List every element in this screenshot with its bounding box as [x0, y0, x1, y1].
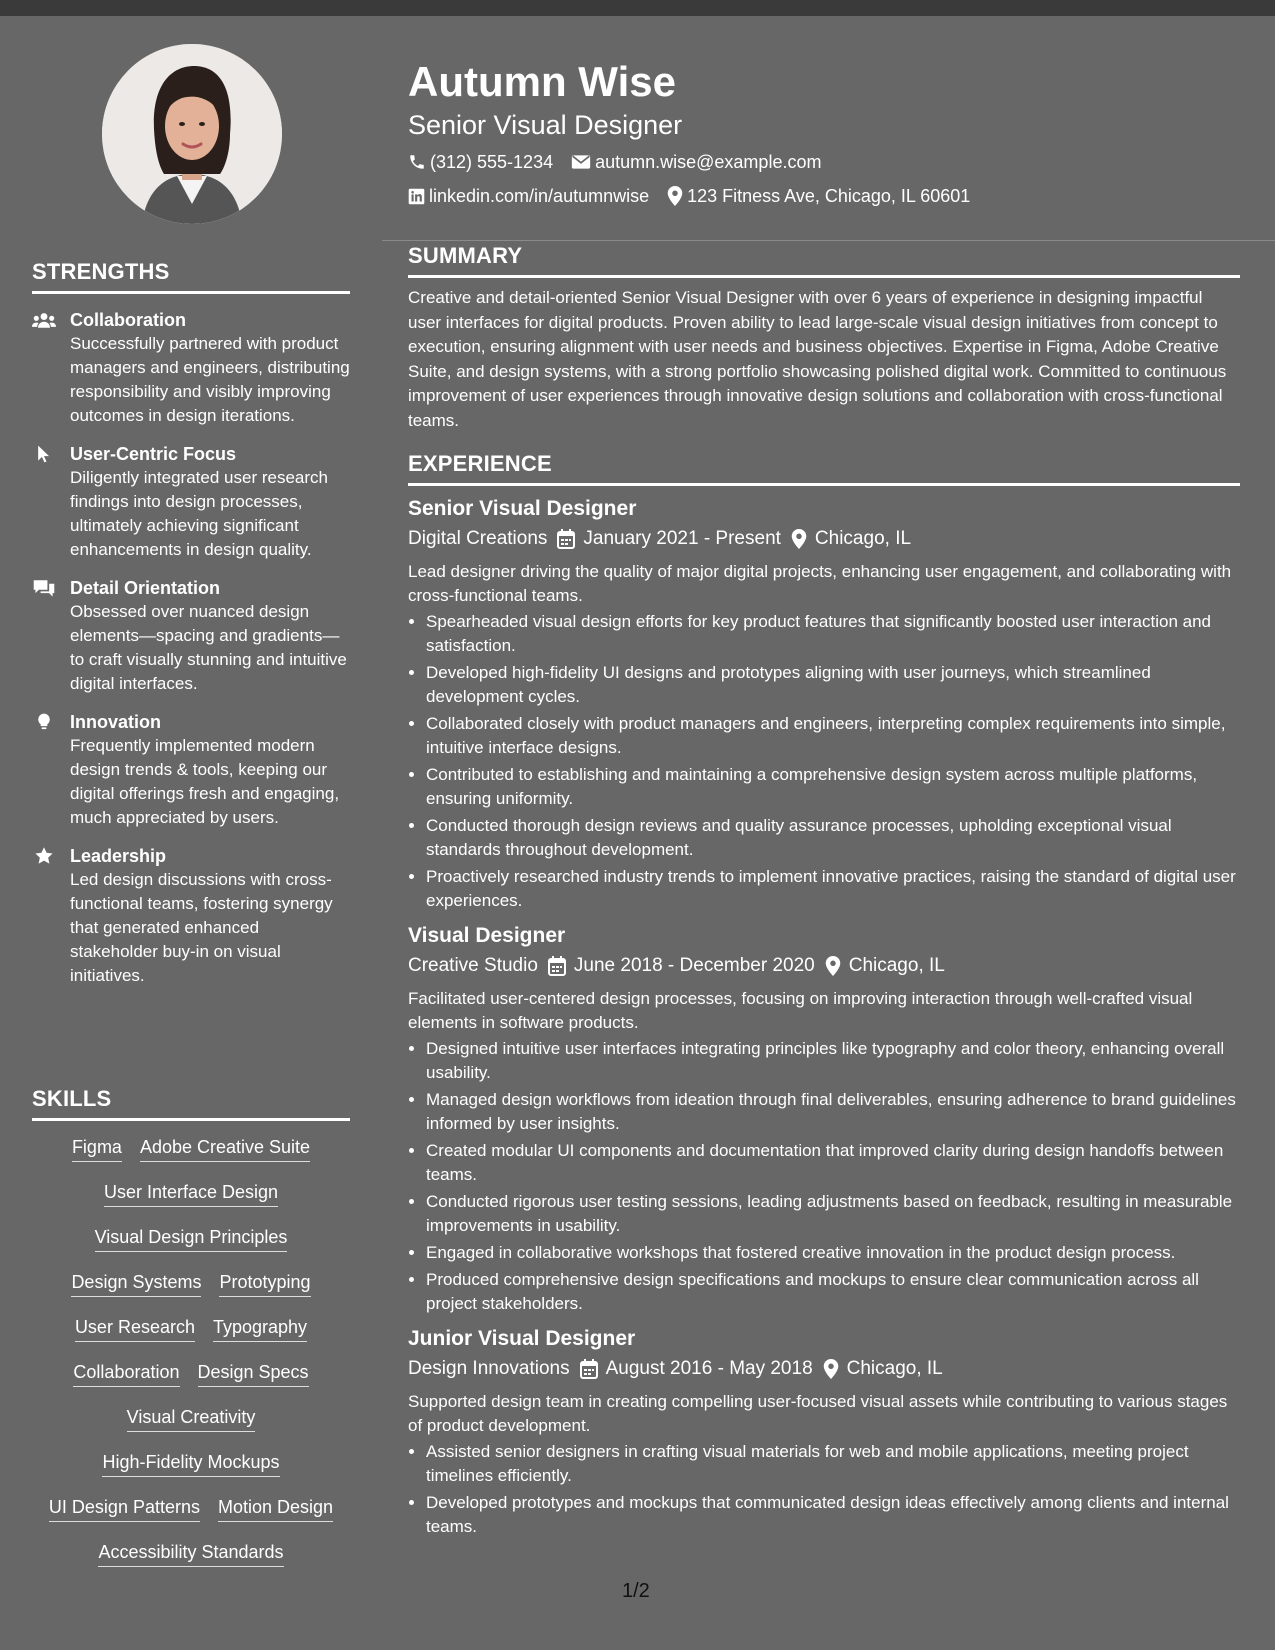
skill-row: [32, 1450, 350, 1495]
skill-tag: User Interface Design: [104, 1180, 278, 1207]
linkedin-icon: [408, 188, 425, 205]
job-bullet: • Contributed to establishing and maintaining a comprehensive design system across multiple platforms, ensuring uniformity.: [426, 763, 1240, 811]
job-bullets: [408, 610, 1240, 913]
strength-item: [32, 710, 350, 830]
job-bullet: • Created modular UI components and documentation that improved clarity during design handoffs between teams.: [426, 1139, 1240, 1187]
job-meta: [408, 524, 1240, 554]
job-meta: [408, 951, 1240, 981]
summary-heading: SUMMARY: [408, 243, 1240, 278]
job-location: [791, 524, 911, 554]
job-entry: [408, 494, 1240, 913]
envelope-icon: [571, 154, 591, 170]
skill-tag: Prototyping: [219, 1270, 310, 1297]
company-name: Creative Studio: [408, 955, 538, 976]
job-location-text: Chicago, IL: [848, 955, 945, 976]
job-description: Facilitated user-centered design processes, focusing on improving interaction through well-crafted visual elements in software products.: [408, 989, 1193, 1032]
job-bullet: • Developed prototypes and mockups that communicated design ideas effectively among clients and internal teams.: [426, 1491, 1240, 1539]
job-entry: [408, 1324, 1240, 1539]
strength-title: Leadership: [70, 846, 167, 866]
profile-photo: [102, 44, 282, 224]
strength-item: [32, 844, 350, 988]
strength-item: [32, 442, 350, 562]
email-text[interactable]: autumn.wise@example.com: [595, 152, 822, 172]
job-bullets: [408, 1037, 1240, 1316]
skill-row: [32, 1540, 350, 1585]
phone-contact: [408, 148, 553, 176]
users-icon: [32, 310, 56, 330]
phone-icon: [408, 153, 426, 171]
skill-tag: Collaboration: [73, 1360, 179, 1387]
job-title: Senior Visual Designer: [408, 497, 637, 520]
strength-desc: Successfully partnered with product managers and engineers, distributing responsibility and visibly improving outcomes in design iterations.: [70, 334, 350, 425]
main-column: [408, 243, 1240, 1542]
linkedin-contact[interactable]: [408, 182, 649, 210]
job-dates-text: June 2018 - December 2020: [573, 955, 815, 976]
strength-desc: Led design discussions with cross-functional teams, fostering synergy that generated enhanced stakeholder buy-in on visual initiatives.: [70, 870, 333, 985]
job-bullet: • Managed design workflows from ideation through final deliverables, ensuring adherence to brand guidelines informed by user insights.: [426, 1088, 1240, 1136]
job-location: [823, 1354, 943, 1384]
header-divider: [382, 240, 1275, 241]
skill-tag: Motion Design: [218, 1495, 333, 1522]
job-title: Junior Visual Designer: [408, 1327, 636, 1350]
chat-icon: [32, 578, 56, 598]
calendar-icon: [557, 529, 575, 549]
strength-desc: Obsessed over nuanced design elements—spacing and gradients—to craft visually stunning and intuitive digital interfaces.: [70, 602, 347, 693]
lightbulb-icon: [32, 712, 56, 732]
skill-row: [32, 1135, 350, 1180]
job-description: Supported design team in creating compelling user-focused visual assets while contributing to various stages of product development.: [408, 1392, 1228, 1435]
job-bullet: • Spearheaded visual design efforts for key product features that significantly boosted user interaction and satisfaction.: [426, 610, 1240, 658]
calendar-icon: [548, 956, 566, 976]
contact-row-1: [408, 148, 970, 176]
skill-row: [32, 1315, 350, 1360]
job-location: [825, 951, 945, 981]
skill-row: [32, 1360, 350, 1405]
skill-row: [32, 1180, 350, 1225]
summary-text: Creative and detail-oriented Senior Visual Designer with over 6 years of experience in designing impactful user interfaces for digital products. Proven ability to lead large-scale visual design initiatives from concept to execution, ensuring alignment with user needs and business objectives. Expertise in Figma, Adobe Creative Suite, and design systems, with a strong portfolio showcasing polished digital work. Committed to continuous improvement of user experiences through innovative design solutions and collaboration with cross-functional teams.: [408, 288, 1227, 430]
skill-tag: Visual Creativity: [127, 1405, 256, 1432]
map-pin-icon: [667, 186, 683, 206]
page-number: 1/2: [622, 1580, 650, 1602]
job-bullet: • Produced comprehensive design specifications and mockups to ensure clear communication across all project stakeholders.: [426, 1268, 1240, 1316]
job-location-text: Chicago, IL: [846, 1358, 943, 1379]
skill-tag: High-Fidelity Mockups: [102, 1450, 279, 1477]
job-dates: [580, 1354, 813, 1384]
cursor-icon: [32, 444, 56, 464]
job-dates: [548, 951, 815, 981]
strength-title: Detail Orientation: [70, 578, 221, 598]
skill-tag: User Research: [75, 1315, 195, 1342]
strength-title: Innovation: [70, 712, 161, 732]
job-bullet: • Designed intuitive user interfaces integrating principles like typography and color theory, enhancing overall usability.: [426, 1037, 1240, 1085]
top-bar: [0, 0, 1275, 16]
job-bullets: [408, 1440, 1240, 1539]
contact-row-2: [408, 182, 970, 210]
star-icon: [32, 846, 56, 866]
strength-item: [32, 308, 350, 428]
job-bullet: • Developed high-fidelity UI designs and prototypes aligning with user journeys, which streamlined development cycles.: [426, 661, 1240, 709]
job-bullet: • Collaborated closely with product managers and engineers, interpreting complex requirements into simple, intuitive interface designs.: [426, 712, 1240, 760]
map-pin-icon: [823, 1359, 839, 1379]
job-dates-text: August 2016 - May 2018: [605, 1358, 813, 1379]
strength-title: Collaboration: [70, 310, 186, 330]
skill-row: [32, 1405, 350, 1450]
skill-tag: Design Specs: [198, 1360, 309, 1387]
job-bullet: • Engaged in collaborative workshops that fostered creative innovation in the product design process.: [426, 1241, 1240, 1265]
job-bullet: • Assisted senior designers in crafting visual materials for web and mobile applications, meeting project timelines efficiently.: [426, 1440, 1240, 1488]
strengths-section: [32, 259, 350, 988]
skill-row: [32, 1495, 350, 1540]
skill-tag: Typography: [213, 1315, 307, 1342]
skills-section: [32, 1086, 350, 1585]
strength-title: User-Centric Focus: [70, 444, 237, 464]
strength-desc: Diligently integrated user research findings into design processes, ultimately achieving significant enhancements in design quality.: [70, 468, 328, 559]
job-meta: [408, 1354, 1240, 1384]
job-bullet: • Conducted thorough design reviews and quality assurance processes, upholding exceptional visual standards throughout development.: [426, 814, 1240, 862]
map-pin-icon: [791, 529, 807, 549]
email-contact[interactable]: [571, 148, 821, 176]
skill-tag: Accessibility Standards: [98, 1540, 283, 1567]
strength-item: [32, 576, 350, 696]
skill-tag: UI Design Patterns: [49, 1495, 200, 1522]
skill-tag: Figma: [72, 1135, 122, 1162]
skill-row: [32, 1225, 350, 1270]
address-text: 123 Fitness Ave, Chicago, IL 60601: [687, 186, 971, 206]
skill-tag: Visual Design Principles: [95, 1225, 288, 1252]
linkedin-text[interactable]: linkedin.com/in/autumnwise: [429, 186, 650, 206]
experience-section: [408, 451, 1240, 1539]
skills-list: [32, 1135, 350, 1585]
skill-row: [32, 1270, 350, 1315]
resume-page: [0, 16, 1275, 1650]
strength-desc: Frequently implemented modern design trends & tools, keeping our digital offerings fresh and engaging, much appreciated by users.: [70, 736, 340, 827]
skills-heading: SKILLS: [32, 1086, 350, 1121]
job-entry: [408, 921, 1240, 1316]
candidate-name: Autumn Wise: [408, 58, 676, 105]
job-title: Visual Designer: [408, 924, 566, 947]
skill-tag: Adobe Creative Suite: [140, 1135, 310, 1162]
calendar-icon: [580, 1359, 598, 1379]
job-bullet: • Conducted rigorous user testing sessions, leading adjustments based on feedback, resulting in measurable improvements in usability.: [426, 1190, 1240, 1238]
resume-header: [408, 56, 970, 210]
company-name: Digital Creations: [408, 528, 548, 549]
job-bullet: • Proactively researched industry trends to implement innovative practices, raising the standard of digital user experiences.: [426, 865, 1240, 913]
company-name: Design Innovations: [408, 1358, 570, 1379]
job-location-text: Chicago, IL: [814, 528, 912, 549]
candidate-role: Senior Visual Designer: [408, 110, 683, 140]
job-dates: [557, 524, 781, 554]
strengths-heading: STRENGTHS: [32, 259, 350, 294]
job-dates-text: January 2021 - Present: [583, 528, 781, 549]
job-description: Lead designer driving the quality of major digital projects, enhancing user engagement, and collaborating with cross-functional teams.: [408, 562, 1232, 605]
skill-tag: Design Systems: [71, 1270, 201, 1297]
map-pin-icon: [825, 956, 841, 976]
address-contact: [667, 182, 970, 210]
phone-text: (312) 555-1234: [430, 152, 554, 172]
experience-heading: EXPERIENCE: [408, 451, 1240, 486]
